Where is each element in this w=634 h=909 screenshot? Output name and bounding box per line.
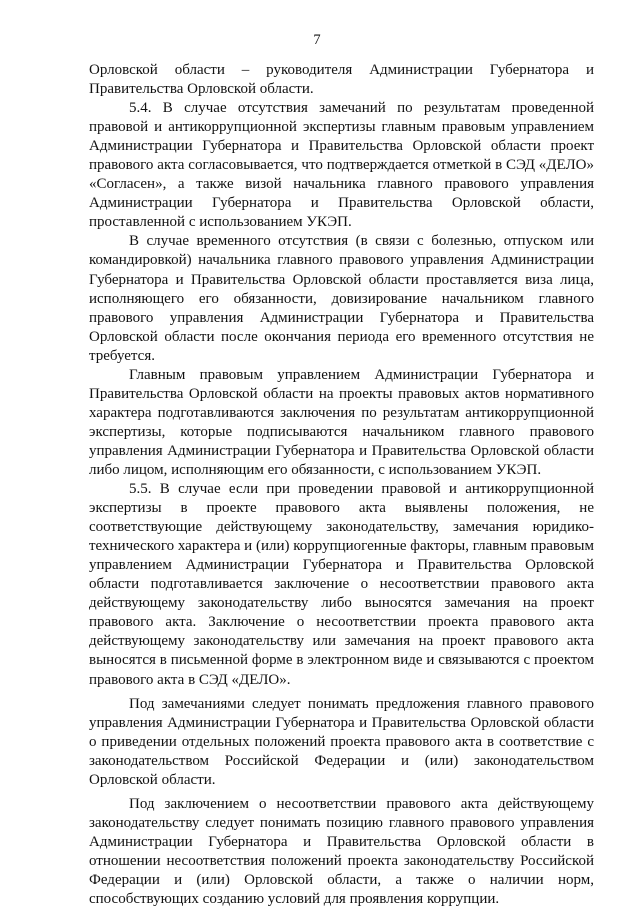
page-number: 7	[313, 32, 321, 48]
paragraph-5-4: 5.4. В случае отсутствия замечаний по результатам проведенной правовой и антикоррупционной экспертизы главным правовым управлением Администрации Губернатора и Правительства Орловской области проект правового акта согласовывается, что подтверждается отметкой в СЭД «ДЕЛО» «Согласен», а также визой начальника главного правового управления Администрации Губернатора и Правительства Орловской области, проставленной с использованием УКЭП.	[89, 100, 594, 231]
paragraph-temporary-absence: В случае временного отсутствия (в связи с болезнью, отпуском или командировкой) начальника главного правового управления Администрации Губернатора и Правительства Орловской области проставляется виза лица, исполняющего его обязанности, довизирование начальником главного правового управления Администрации Губернатора и Правительства Орловской области после окончания периода его временного отсутствия не требуется.	[89, 233, 594, 364]
document-body	[89, 61, 594, 909]
paragraph-remarks-definition: Под замечаниями следует понимать предложения главного правового управления Администрации Губернатора и Правительства Орловской области о приведении отдельных положений проекта правового акта в соответствие с законодательством Российской Федерации и (или) законодательством Орловской области.	[89, 695, 594, 788]
paragraph-conclusion-definition: Под заключением о несоответствии правового акта действующему законодательству следует понимать позицию главного правового управления Администрации Губернатора и Правительства Орловской области в отношении несоответствия положений проекта законодательству Российской Федерации и (или) Орловской области, а также о наличии норм, способствующих созданию условий для проявления коррупции.	[89, 795, 594, 908]
paragraph-5-5: 5.5. В случае если при проведении правовой и антикоррупционной экспертизы в проекте правового акта выявлены положения, не соответствующие действующему законодательству, замечания юридико-технического характера и (или) коррупциогенные факторы, главным правовым управлением Администрации Губернатора и Правительства Орловской области подготавливается заключение о несоответствии правового акта действующему законодательству либо выносятся замечания на проект правового акта. Заключение о несоответствии проекта правового акта действующему законодательству или замечания на проект правового акта выносятся в письменной форме в электронном виде и связываются с проектом правового акта в СЭД «ДЕЛО».	[89, 481, 594, 688]
paragraph-anticorruption-conclusions: Главным правовым управлением Администрации Губернатора и Правительства Орловской области на проекты правовых актов нормативного характера подготавливаются заключения по результатам антикоррупционной экспертизы, которые подписываются начальником главного правового управления Администрации Губернатора и Правительства Орловской области либо лицом, исполняющим его обязанности, с использованием УКЭП.	[89, 366, 594, 478]
paragraph-continuation: Орловской области – руководителя Администрации Губернатора и Правительства Орловской области.	[89, 62, 594, 98]
